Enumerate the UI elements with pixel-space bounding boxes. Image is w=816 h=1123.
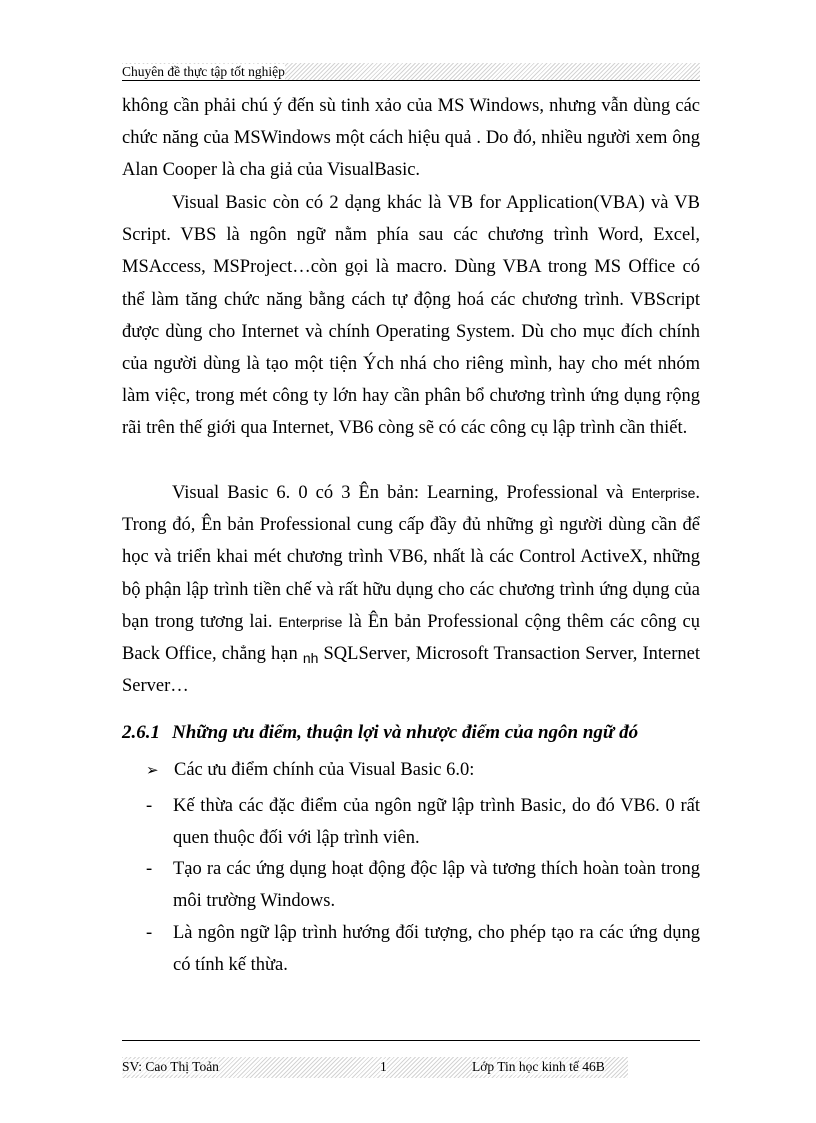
- list-item: [146, 917, 700, 981]
- footer-band: [122, 1057, 628, 1078]
- editions-text-4: SQLServer, Microsoft Transaction Server, Internet Server…: [122, 644, 700, 697]
- list-item-text: Kế thừa các đặc điểm của ngôn ngữ lập trình Basic, do đó VB6. 0 rất quen thuộc đối với lập trình viên.: [173, 796, 700, 849]
- enterprise-word-1: Enterprise: [631, 485, 696, 501]
- footer-class: Lớp Tin học kinh tế 46B: [472, 1059, 605, 1074]
- page-footer: [122, 1040, 700, 1083]
- arrow-bullet-icon: ➢: [146, 763, 159, 779]
- section-heading: [122, 722, 722, 744]
- dash-bullet-icon: -: [146, 859, 153, 879]
- advantages-heading-text: Các ưu điểm chính của Visual Basic 6.0:: [174, 760, 475, 780]
- editions-text-3: là Ên bản Professional cộng thêm các công cụ Back Office, chẳng hạn: [122, 611, 701, 665]
- paragraph-vb-editions: [122, 477, 700, 702]
- list-item: [146, 853, 700, 917]
- enterprise-word-2: Enterprise: [278, 613, 343, 630]
- paragraph-vb-forms: Visual Basic còn có 2 dạng khác là VB for Application(VBA) và VB Script. VBS là ngôn ngữ nằm phía sau các chương trình Word, Excel, MSAccess, MSProject…còn gọi là macro. Dùng VBA trong MS Office có thể làm tăng chức năng bằng cách tự động hoá các chương trình. VBScript được dùng cho Internet và chính Operating System. Dù cho mục đích chính của người dùng là tạo một tiện Ých nhá cho riêng mình, hay cho mét nhóm làm việc, trong mét công ty lớn hay cần phân bổ chương trình ứng dụng rộng rãi trên thế giới qua Internet, VB6 còng sẽ có các công cụ lập trình cần thiết.: [122, 193, 700, 439]
- list-item-text: Tạo ra các ứng dụng hoạt động độc lập và tương thích hoàn toàn trong môi trường Windows.: [173, 859, 700, 912]
- advantages-heading: [146, 760, 474, 781]
- editions-text-1: Visual Basic 6. 0 có 3 Ên bản: Learning, Professional và: [172, 483, 632, 503]
- list-item-text: Là ngôn ngữ lập trình hướng đối tượng, cho phép tạo ra các ứng dụng có tính kế thừa.: [173, 923, 700, 976]
- page-header: [122, 63, 700, 81]
- header-title: Chuyên đề thực tập tốt nghiệp: [122, 64, 285, 79]
- paragraph-intro: không cần phải chú ý đến sù tinh xảo của MS Windows, nhưng vẫn dùng các chức năng của MSWindows một cách hiệu quả . Do đó, nhiều người xem ông Alan Cooper là cha giả của VisualBasic.: [122, 96, 700, 181]
- list-item: [146, 790, 700, 854]
- section-title: Những ưu điểm, thuận lợi và nhược điểm của ngôn ngữ đó: [172, 722, 639, 743]
- editions-text-2: . Trong đó, Ên bản Professional cung cấp đầy đủ những gì người dùng cần để học và triển khai mét chương trình VB6, nhất là các Control ActiveX, những bộ phận lập trình tiền chế và rất hữu dụng cho các chương trình ứng dụng của bạn trong tương lai.: [122, 483, 700, 632]
- nh-word: nh: [302, 650, 319, 667]
- section-number: 2.6.1: [122, 722, 160, 743]
- footer-page-number: 1: [380, 1059, 387, 1074]
- dash-bullet-icon: -: [146, 796, 153, 816]
- dash-bullet-icon: -: [146, 923, 153, 943]
- footer-student: SV: Cao Thị Toản: [122, 1059, 219, 1074]
